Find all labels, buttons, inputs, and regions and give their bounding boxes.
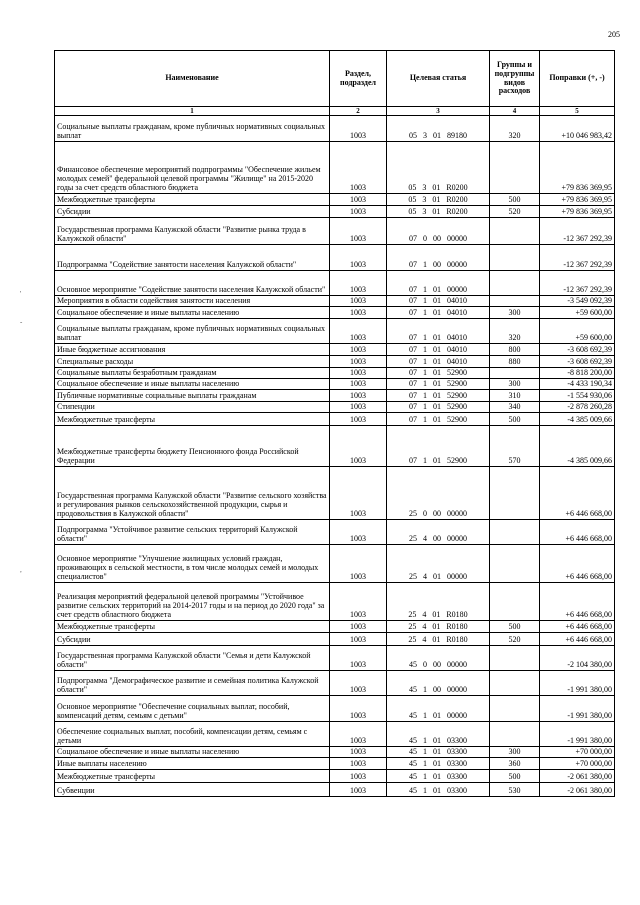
row-group: 500: [490, 194, 540, 206]
row-name: Иные выплаты населению: [55, 758, 330, 770]
row-group: 520: [490, 633, 540, 646]
table-row: [55, 379, 615, 390]
row-target: 25 4 01 00000: [387, 545, 490, 583]
row-section: 1003: [330, 245, 387, 271]
row-section: 1003: [330, 142, 387, 194]
row-group: 360: [490, 758, 540, 770]
row-name: Государственная программа Калужской области "Развитие сельского хозяйства и регулирования рынков сельскохозяйственной продукции, сырья и продовольствия в Калужской области": [55, 467, 330, 520]
row-section: 1003: [330, 545, 387, 583]
row-target: 07 1 01 04010: [387, 307, 490, 319]
row-group: [490, 467, 540, 520]
table-row: [55, 344, 615, 356]
row-amount: +6 446 668,00: [540, 545, 615, 583]
row-amount: -12 367 292,39: [540, 245, 615, 271]
row-target: 07 1 01 52900: [387, 402, 490, 413]
row-amount: -4 385 009,66: [540, 426, 615, 467]
row-amount: -12 367 292,39: [540, 271, 615, 296]
row-section: 1003: [330, 467, 387, 520]
column-number-row: [55, 107, 615, 116]
table-row: [55, 245, 615, 271]
row-amount: +6 446 668,00: [540, 633, 615, 646]
row-section: 1003: [330, 520, 387, 545]
table-row: [55, 368, 615, 379]
table-body: [55, 116, 615, 797]
row-section: 1003: [330, 379, 387, 390]
row-amount: -3 608 692,39: [540, 356, 615, 368]
row-section: 1003: [330, 671, 387, 696]
row-target: 07 1 01 52900: [387, 413, 490, 426]
row-name: Субсидии: [55, 206, 330, 218]
row-target: 07 1 01 52900: [387, 368, 490, 379]
row-group: [490, 520, 540, 545]
row-name: Публичные нормативные социальные выплаты гражданам: [55, 390, 330, 402]
table-row: [55, 426, 615, 467]
row-amount: -3 549 092,39: [540, 296, 615, 307]
row-target: 45 1 01 03300: [387, 747, 490, 758]
row-section: 1003: [330, 633, 387, 646]
column-number: 3: [387, 107, 490, 116]
row-target: 25 4 01 R0180: [387, 583, 490, 621]
row-amount: -2 878 260,28: [540, 402, 615, 413]
row-amount: -4 433 190,34: [540, 379, 615, 390]
row-section: 1003: [330, 390, 387, 402]
row-amount: -1 991 380,00: [540, 696, 615, 722]
column-number: 5: [540, 107, 615, 116]
table-row: [55, 116, 615, 142]
row-section: 1003: [330, 319, 387, 344]
row-target: 07 1 01 04010: [387, 356, 490, 368]
row-group: [490, 696, 540, 722]
row-name: Социальные выплаты безработным гражданам: [55, 368, 330, 379]
page-number: 205: [608, 30, 620, 39]
row-amount: -3 608 692,39: [540, 344, 615, 356]
row-name: Реализация мероприятий федеральной целевой программы "Устойчивое развитие сельских территорий на 2014-2017 годы и на период до 2020 года" за счет средств областного бюджета: [55, 583, 330, 621]
row-name: Межбюджетные трансферты бюджету Пенсионного фонда Российской Федерации: [55, 426, 330, 467]
row-target: 25 0 00 00000: [387, 467, 490, 520]
row-section: 1003: [330, 402, 387, 413]
table-row: [55, 621, 615, 633]
table-row: [55, 402, 615, 413]
row-section: 1003: [330, 770, 387, 783]
row-section: 1003: [330, 307, 387, 319]
header-amendments: Поправки (+, -): [540, 51, 615, 107]
row-amount: +79 836 369,95: [540, 194, 615, 206]
row-name: Основное мероприятие "Обеспечение социальных выплат, пособий, компенсаций детям, семьям с детьми": [55, 696, 330, 722]
row-group: [490, 583, 540, 621]
row-name: Межбюджетные трансферты: [55, 194, 330, 206]
row-target: 25 4 01 R0180: [387, 633, 490, 646]
row-target: 07 1 01 52900: [387, 426, 490, 467]
table-row: [55, 390, 615, 402]
row-group: [490, 722, 540, 747]
row-section: 1003: [330, 194, 387, 206]
row-name: Подпрограмма "Содействие занятости населения Калужской области": [55, 245, 330, 271]
row-group: [490, 271, 540, 296]
row-amount: -2 061 380,00: [540, 783, 615, 797]
row-target: 45 1 01 03300: [387, 758, 490, 770]
row-name: Межбюджетные трансферты: [55, 770, 330, 783]
table-row: [55, 783, 615, 797]
row-target: 07 0 00 00000: [387, 218, 490, 245]
row-amount: +70 000,00: [540, 747, 615, 758]
row-amount: +10 046 983,42: [540, 116, 615, 142]
row-amount: +59 600,00: [540, 307, 615, 319]
row-group: 520: [490, 206, 540, 218]
row-section: 1003: [330, 413, 387, 426]
row-name: Межбюджетные трансферты: [55, 621, 330, 633]
row-target: 25 4 01 R0180: [387, 621, 490, 633]
table-row: [55, 633, 615, 646]
row-name: Подпрограмма "Устойчивое развитие сельских территорий Калужской области": [55, 520, 330, 545]
row-target: 07 1 01 52900: [387, 390, 490, 402]
row-name: Мероприятия в области содействия занятости населения: [55, 296, 330, 307]
row-group: [490, 218, 540, 245]
row-name: Социальные выплаты гражданам, кроме публичных нормативных социальных выплат: [55, 319, 330, 344]
header-target: Целевая статья: [387, 51, 490, 107]
row-amount: -12 367 292,39: [540, 218, 615, 245]
row-target: 05 3 01 89180: [387, 116, 490, 142]
row-group: 500: [490, 413, 540, 426]
row-target: 45 1 00 00000: [387, 671, 490, 696]
row-amount: -1 554 930,06: [540, 390, 615, 402]
header-groups: Группы и подгруппы видов расходов: [490, 51, 540, 107]
row-target: 07 1 00 00000: [387, 245, 490, 271]
row-section: 1003: [330, 722, 387, 747]
row-section: 1003: [330, 271, 387, 296]
table-row: [55, 696, 615, 722]
row-target: 07 1 01 04010: [387, 319, 490, 344]
table-row: [55, 142, 615, 194]
row-amount: +6 446 668,00: [540, 520, 615, 545]
row-amount: -8 818 200,00: [540, 368, 615, 379]
table-row: [55, 747, 615, 758]
row-target: 45 0 00 00000: [387, 646, 490, 671]
row-target: 07 1 01 52900: [387, 379, 490, 390]
row-group: [490, 296, 540, 307]
row-target: 07 1 01 00000: [387, 271, 490, 296]
table-row: [55, 356, 615, 368]
table-row: [55, 194, 615, 206]
row-target: 05 3 01 R0200: [387, 194, 490, 206]
row-group: 880: [490, 356, 540, 368]
row-amount: +6 446 668,00: [540, 583, 615, 621]
row-target: 45 1 01 03300: [387, 783, 490, 797]
row-section: 1003: [330, 116, 387, 142]
table-row: [55, 545, 615, 583]
table-row: [55, 206, 615, 218]
row-group: 310: [490, 390, 540, 402]
row-group: 320: [490, 319, 540, 344]
row-section: 1003: [330, 368, 387, 379]
header-name: Наименование: [55, 51, 330, 107]
table-row: [55, 307, 615, 319]
table-row: [55, 296, 615, 307]
row-target: 07 1 01 04010: [387, 296, 490, 307]
column-number: 2: [330, 107, 387, 116]
table-row: [55, 319, 615, 344]
budget-amendments-table: [54, 50, 615, 797]
row-amount: +59 600,00: [540, 319, 615, 344]
row-amount: -4 385 009,66: [540, 413, 615, 426]
row-target: 25 4 00 00000: [387, 520, 490, 545]
row-name: Социальное обеспечение и иные выплаты населению: [55, 379, 330, 390]
row-name: Иные бюджетные ассигнования: [55, 344, 330, 356]
table-row: [55, 467, 615, 520]
margin-mark: ,: [20, 566, 22, 574]
row-name: Субвенции: [55, 783, 330, 797]
margin-mark: ': [20, 290, 22, 298]
table-row: [55, 758, 615, 770]
row-section: 1003: [330, 344, 387, 356]
table-row: [55, 722, 615, 747]
table-row: [55, 646, 615, 671]
row-name: Стипендии: [55, 402, 330, 413]
row-amount: +6 446 668,00: [540, 467, 615, 520]
row-group: 530: [490, 783, 540, 797]
row-group: 800: [490, 344, 540, 356]
row-amount: -1 991 380,00: [540, 722, 615, 747]
row-amount: +79 836 369,95: [540, 142, 615, 194]
row-section: 1003: [330, 696, 387, 722]
row-group: 300: [490, 747, 540, 758]
row-section: 1003: [330, 356, 387, 368]
row-group: [490, 646, 540, 671]
table-row: [55, 770, 615, 783]
row-name: Основное мероприятие "Содействие занятости населения Калужской области": [55, 271, 330, 296]
row-amount: -2 061 380,00: [540, 770, 615, 783]
row-name: Социальное обеспечение и иные выплаты населению: [55, 747, 330, 758]
row-amount: +70 000,00: [540, 758, 615, 770]
column-number: 4: [490, 107, 540, 116]
column-number: 1: [55, 107, 330, 116]
row-name: Специальные расходы: [55, 356, 330, 368]
row-group: 500: [490, 621, 540, 633]
row-target: 45 1 01 03300: [387, 722, 490, 747]
row-amount: +79 836 369,95: [540, 206, 615, 218]
row-name: Основное мероприятие "Улучшение жилищных условий граждан, проживающих в сельской местности, в том числе молодых семей и молодых специалистов": [55, 545, 330, 583]
row-target: 45 1 01 03300: [387, 770, 490, 783]
row-section: 1003: [330, 206, 387, 218]
table-row: [55, 520, 615, 545]
table-row: [55, 413, 615, 426]
row-group: 570: [490, 426, 540, 467]
table-header-row: [55, 51, 615, 107]
row-group: [490, 671, 540, 696]
table-row: [55, 271, 615, 296]
row-target: 07 1 01 04010: [387, 344, 490, 356]
table-row: [55, 218, 615, 245]
row-section: 1003: [330, 296, 387, 307]
table-row: [55, 671, 615, 696]
row-name: Финансовое обеспечение мероприятий подпрограммы "Обеспечение жильем молодых семей" федеральной целевой программы "Жилище" на 2015-2020 годы за счет средств областного бюджета: [55, 142, 330, 194]
row-name: Обеспечение социальных выплат, пособий, компенсации детям, семьям с детьми: [55, 722, 330, 747]
row-target: 05 3 01 R0200: [387, 206, 490, 218]
row-section: 1003: [330, 621, 387, 633]
row-section: 1003: [330, 747, 387, 758]
row-amount: +6 446 668,00: [540, 621, 615, 633]
row-group: 320: [490, 116, 540, 142]
row-group: 300: [490, 379, 540, 390]
row-group: 500: [490, 770, 540, 783]
row-group: 300: [490, 307, 540, 319]
row-name: Государственная программа Калужской области "Семья и дети Калужской области": [55, 646, 330, 671]
margin-mark: -: [20, 318, 23, 326]
row-section: 1003: [330, 426, 387, 467]
row-section: 1003: [330, 218, 387, 245]
row-group: [490, 245, 540, 271]
row-group: [490, 142, 540, 194]
row-name: Субсидии: [55, 633, 330, 646]
header-section: Раздел, подраздел: [330, 51, 387, 107]
row-name: Подпрограмма "Демографическое развитие и семейная политика Калужской области": [55, 671, 330, 696]
row-section: 1003: [330, 583, 387, 621]
row-group: 340: [490, 402, 540, 413]
row-target: 45 1 01 00000: [387, 696, 490, 722]
row-amount: -1 991 380,00: [540, 671, 615, 696]
row-name: Государственная программа Калужской области "Развитие рынка труда в Калужской области": [55, 218, 330, 245]
row-section: 1003: [330, 758, 387, 770]
row-amount: -2 104 380,00: [540, 646, 615, 671]
row-group: [490, 545, 540, 583]
row-group: [490, 368, 540, 379]
row-section: 1003: [330, 646, 387, 671]
table-row: [55, 583, 615, 621]
row-name: Социальное обеспечение и иные выплаты населению: [55, 307, 330, 319]
row-section: 1003: [330, 783, 387, 797]
row-target: 05 3 01 R0200: [387, 142, 490, 194]
row-name: Межбюджетные трансферты: [55, 413, 330, 426]
row-name: Социальные выплаты гражданам, кроме публичных нормативных социальных выплат: [55, 116, 330, 142]
